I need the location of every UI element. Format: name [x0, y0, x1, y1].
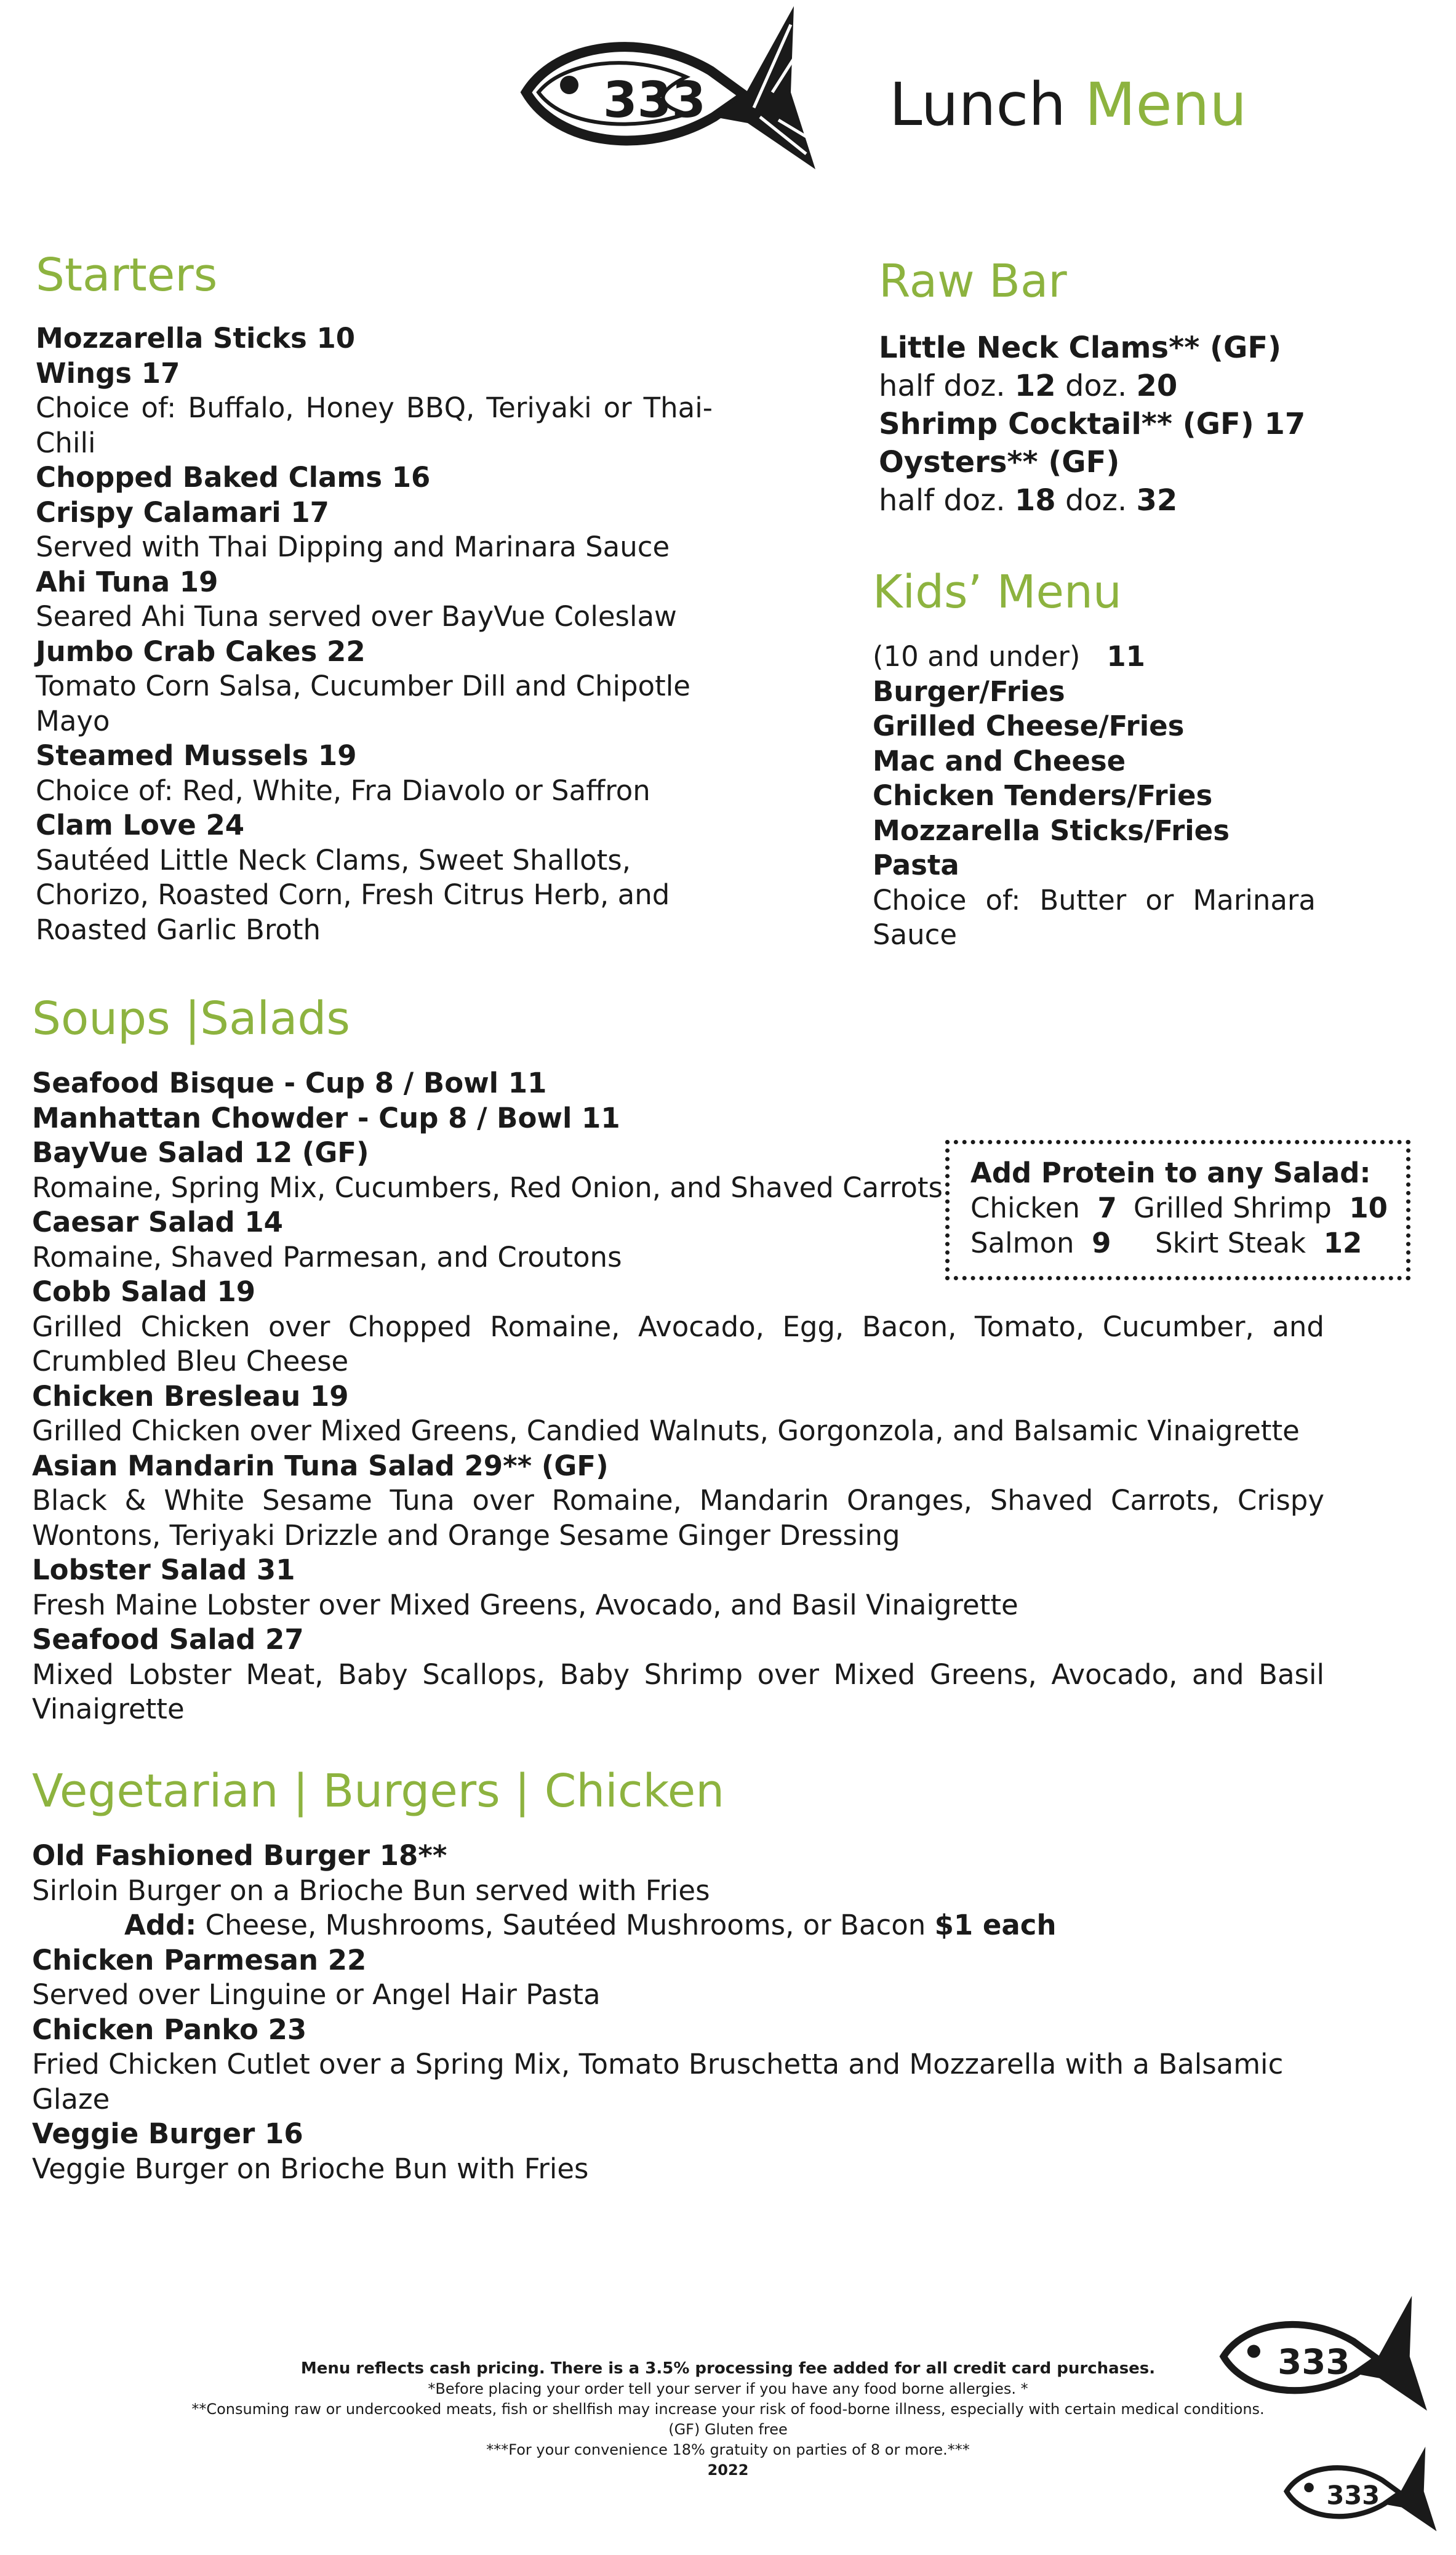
- protein-option: Grilled Shrimp 10: [1133, 1192, 1388, 1224]
- kids-item: Pasta: [873, 849, 959, 881]
- footer-allergy: *Before placing your order tell your server if you have any food borne allergies. *: [428, 2380, 1028, 2397]
- menu-title-menu: Menu: [1084, 70, 1247, 139]
- raw-bar-heading: Raw Bar: [879, 255, 1067, 308]
- menu-item-name: Wings 17: [36, 356, 180, 390]
- fish-logo-icon: [502, 0, 834, 178]
- fish-logo: [502, 0, 834, 178]
- soups-salads-heading: Soups |Salads: [32, 992, 350, 1045]
- footer-gf: (GF) Gluten free: [668, 2421, 788, 2438]
- protein-option: Salmon 9: [970, 1227, 1111, 1259]
- menu-item-desc: Choice of: Buffalo, Honey BBQ, Teriyaki or Thai-Chili: [36, 391, 713, 459]
- kids-item: Mozzarella Sticks/Fries: [873, 814, 1230, 847]
- menu-item-name: Lobster Salad 31: [32, 1554, 295, 1586]
- menu-item-name: Clam Love 24: [36, 809, 245, 841]
- protein-row: [970, 1225, 1388, 1261]
- mains-section: [32, 1765, 1324, 2186]
- menu-item-name: Ahi Tuna 19: [36, 565, 218, 598]
- kids-pasta-desc: Choice of: Butter or Marinara Sauce: [873, 883, 1316, 951]
- menu-title-lunch: Lunch: [889, 70, 1066, 139]
- menu-item-name: Mozzarella Sticks 10: [36, 322, 356, 355]
- kids-menu-section: [873, 566, 1316, 953]
- menu-item-name: Chicken Bresleau 19: [32, 1379, 349, 1413]
- kids-item: Chicken Tenders/Fries: [873, 779, 1213, 812]
- svg-text:333: 333: [603, 71, 706, 129]
- menu-item-desc: Fried Chicken Cutlet over a Spring Mix, Tomato Bruschetta and Mozzarella with a Balsamic Glaze: [32, 2048, 1284, 2116]
- menu-item-desc: Choice of: Red, White, Fra Diavolo or Saffron: [36, 774, 650, 807]
- menu-item-desc: Served over Linguine or Angel Hair Pasta: [32, 1978, 601, 2011]
- starters-section: [36, 249, 713, 947]
- fish-decoration-small: [1274, 2441, 1446, 2539]
- add-protein-box: [945, 1140, 1410, 1280]
- fish-decoration-large: [1206, 2290, 1440, 2419]
- menu-item-name: Seafood Bisque - Cup 8 / Bowl 11: [32, 1067, 547, 1099]
- protein-row: [970, 1190, 1388, 1225]
- menu-item-desc: Sautéed Little Neck Clams, Sweet Shallots, Chorizo, Roasted Corn, Fresh Citrus Herb, and Roasted Garlic Broth: [36, 843, 670, 946]
- soups-salads-section: [32, 992, 1324, 1727]
- menu-item-name: Cobb Salad 19: [32, 1275, 256, 1308]
- kids-menu-heading: Kids’ Menu: [873, 566, 1122, 619]
- burger-addon: Add: Cheese, Mushrooms, Sautéed Mushrooms, or Bacon $1 each: [124, 1909, 1057, 1941]
- menu-item-name: Shrimp Cocktail** (GF) 17: [879, 407, 1306, 441]
- starters-heading: Starters: [36, 249, 218, 302]
- svg-text:333: 333: [1326, 2480, 1380, 2511]
- menu-item-name: Oysters** (GF): [879, 445, 1120, 479]
- kids-age-note: (10 and under) 11: [873, 640, 1145, 673]
- menu-item-desc: Veggie Burger on Brioche Bun with Fries: [32, 2152, 589, 2185]
- menu-item-desc: Sirloin Burger on a Brioche Bun served with Fries: [32, 1874, 710, 1907]
- footer-raw-warning: **Consuming raw or undercooked meats, fish or shellfish may increase your risk of food-borne illness, especially with certain medical conditions.: [191, 2401, 1265, 2418]
- fish-icon: [1206, 2290, 1440, 2419]
- menu-item-name: BayVue Salad 12 (GF): [32, 1136, 369, 1169]
- menu-item-desc: Grilled Chicken over Chopped Romaine, Avocado, Egg, Bacon, Tomato, Cucumber, and Crumbled Bleu Cheese: [32, 1310, 1324, 1378]
- kids-item: Mac and Cheese: [873, 744, 1126, 777]
- svg-text:333: 333: [1278, 2342, 1350, 2383]
- kids-item: Grilled Cheese/Fries: [873, 710, 1185, 742]
- raw-bar-prices: half doz. 12 doz. 20: [879, 369, 1178, 403]
- menu-item-name: Jumbo Crab Cakes 22: [36, 635, 366, 668]
- footer-gratuity: ***For your convenience 18% gratuity on parties of 8 or more.***: [486, 2441, 970, 2458]
- menu-item-name: Old Fashioned Burger 18**: [32, 1839, 447, 1872]
- kids-item: Burger/Fries: [873, 675, 1065, 708]
- menu-title: [889, 70, 1247, 139]
- footer-pricing: Menu reflects cash pricing. There is a 3.5% processing fee added for all credit card purchases.: [300, 2359, 1156, 2378]
- menu-item-desc: Black & White Sesame Tuna over Romaine, Mandarin Oranges, Shaved Carrots, Crispy Wontons, Teriyaki Drizzle and Orange Sesame Ginger Dressing: [32, 1484, 1324, 1552]
- menu-item-name: Caesar Salad 14: [32, 1206, 283, 1238]
- mains-heading: Vegetarian | Burgers | Chicken: [32, 1765, 725, 1818]
- menu-item-desc: Tomato Corn Salsa, Cucumber Dill and Chipotle Mayo: [36, 670, 690, 737]
- add-protein-title: Add Protein to any Salad:: [970, 1157, 1371, 1189]
- fish-icon: [1274, 2441, 1446, 2539]
- menu-item-name: Manhattan Chowder - Cup 8 / Bowl 11: [32, 1101, 620, 1134]
- menu-item-desc: Romaine, Spring Mix, Cucumbers, Red Onion, and Shaved Carrots: [32, 1171, 943, 1204]
- menu-item-name: Little Neck Clams** (GF): [879, 331, 1282, 365]
- menu-item-name: Seafood Salad 27: [32, 1623, 304, 1656]
- menu-item-desc: Seared Ahi Tuna served over BayVue Coleslaw: [36, 600, 677, 633]
- menu-item-desc: Fresh Maine Lobster over Mixed Greens, Avocado, and Basil Vinaigrette: [32, 1588, 1018, 1621]
- raw-bar-prices: half doz. 18 doz. 32: [879, 483, 1178, 518]
- menu-item-name: Asian Mandarin Tuna Salad 29** (GF): [32, 1449, 609, 1482]
- menu-item-name: Veggie Burger 16: [32, 2117, 303, 2150]
- menu-item-desc: Served with Thai Dipping and Marinara Sauce: [36, 531, 670, 563]
- protein-option: Chicken 7: [970, 1192, 1117, 1224]
- menu-item-name: Chopped Baked Clams 16: [36, 461, 431, 494]
- menu-item-name: Crispy Calamari 17: [36, 495, 329, 529]
- raw-bar-section: [879, 255, 1420, 519]
- menu-item-name: Chicken Panko 23: [32, 2013, 307, 2046]
- footer-year: 2022: [707, 2461, 749, 2479]
- menu-item-desc: Romaine, Shaved Parmesan, and Croutons: [32, 1240, 622, 1273]
- menu-item-name: Steamed Mussels 19: [36, 739, 357, 772]
- menu-item-name: Chicken Parmesan 22: [32, 1943, 367, 1976]
- protein-option: Skirt Steak 12: [1155, 1227, 1362, 1259]
- menu-item-desc: Mixed Lobster Meat, Baby Scallops, Baby Shrimp over Mixed Greens, Avocado, and Basil Vinaigrette: [32, 1658, 1324, 1725]
- menu-item-desc: Grilled Chicken over Mixed Greens, Candied Walnuts, Gorgonzola, and Balsamic Vinaigrette: [32, 1414, 1300, 1447]
